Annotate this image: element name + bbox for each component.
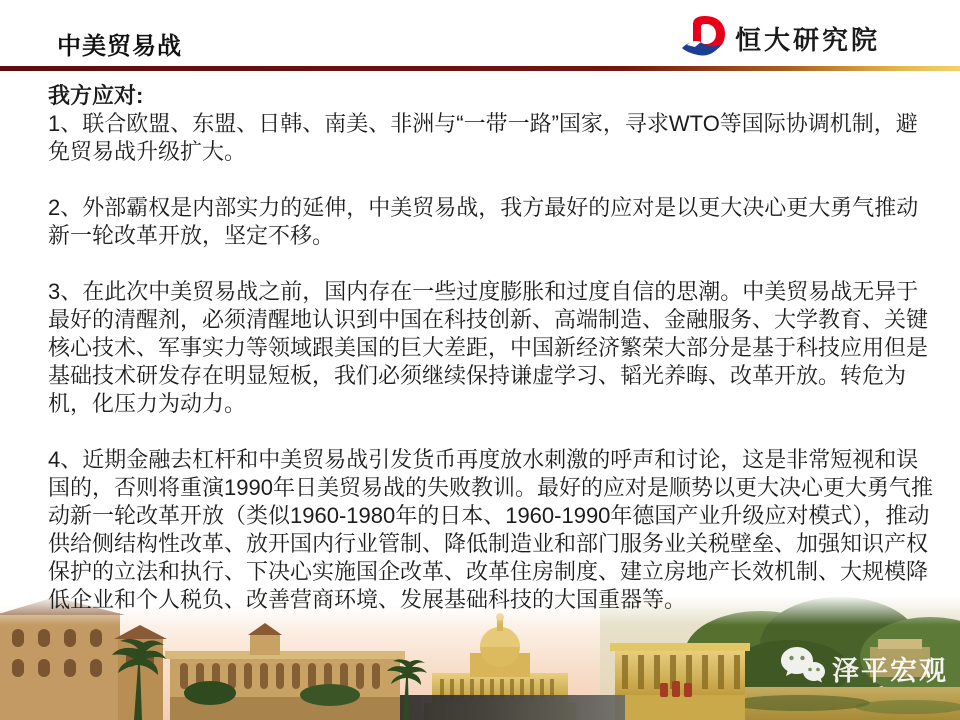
watermark-text: 泽平宏观	[832, 656, 948, 686]
page-title: 中美贸易战	[57, 33, 182, 60]
response-point-3: 3、在此次中美贸易战之前，国内存在一些过度膨胀和过度自信的思潮。中美贸易战无异于最好的清醒剂，必须清醒地认识到中国在科技创新、高端制造、金融服务、大学教育、关键核心技术、军事实力等领域跟美国的巨大差距，中国新经济繁荣大部分是基于科技应用但是基础技术研发存在明显短板，我们必须继续保持谦虚学习、韬光养晦、改革开放。转危为机，化压力为动力。	[48, 279, 929, 416]
wechat-watermark	[780, 645, 948, 692]
response-point-1: 1、联合欧盟、东盟、日韩、南美、非洲与“一带一路”国家，寻求WTO等国际协调机制，避免贸易战升级扩大。	[48, 111, 918, 164]
header-divider-line	[0, 66, 960, 71]
response-point-4: 4、近期金融去杠杆和中美贸易战引发货币再度放水刺激的呼声和讨论，这是非常短视和误国的，否则将重演1990年日美贸易战的失败教训。最好的应对是顺势以更大决心更大勇气推动新一轮改革开放（类似1960-1980年的日本、1960-1990年德国产业升级应对模式），推动供给侧结构性改革、放开国内行业管制、降低制造业和部门服务业关税壁垒、加强知识产权保护的立法和执行、下决心实施国企改革、改革住房制度、建立房地产长效机制、大规模降低企业和个人税负、改善营商环境、发展基础科技的大国重器等。	[48, 447, 933, 612]
slide-body	[48, 82, 936, 614]
response-point-2: 2、外部霸权是内部实力的延伸，中美贸易战，我方最好的应对是以更大决心更大勇气推动新一轮改革开放，坚定不移。	[48, 195, 919, 248]
response-heading: 我方应对:	[48, 83, 144, 108]
wechat-icon	[780, 645, 826, 692]
evergrande-logo-icon	[681, 14, 727, 63]
evergrande-logo	[681, 14, 880, 63]
slide-header	[0, 0, 960, 66]
logo-text: 恒大研究院	[734, 25, 880, 55]
